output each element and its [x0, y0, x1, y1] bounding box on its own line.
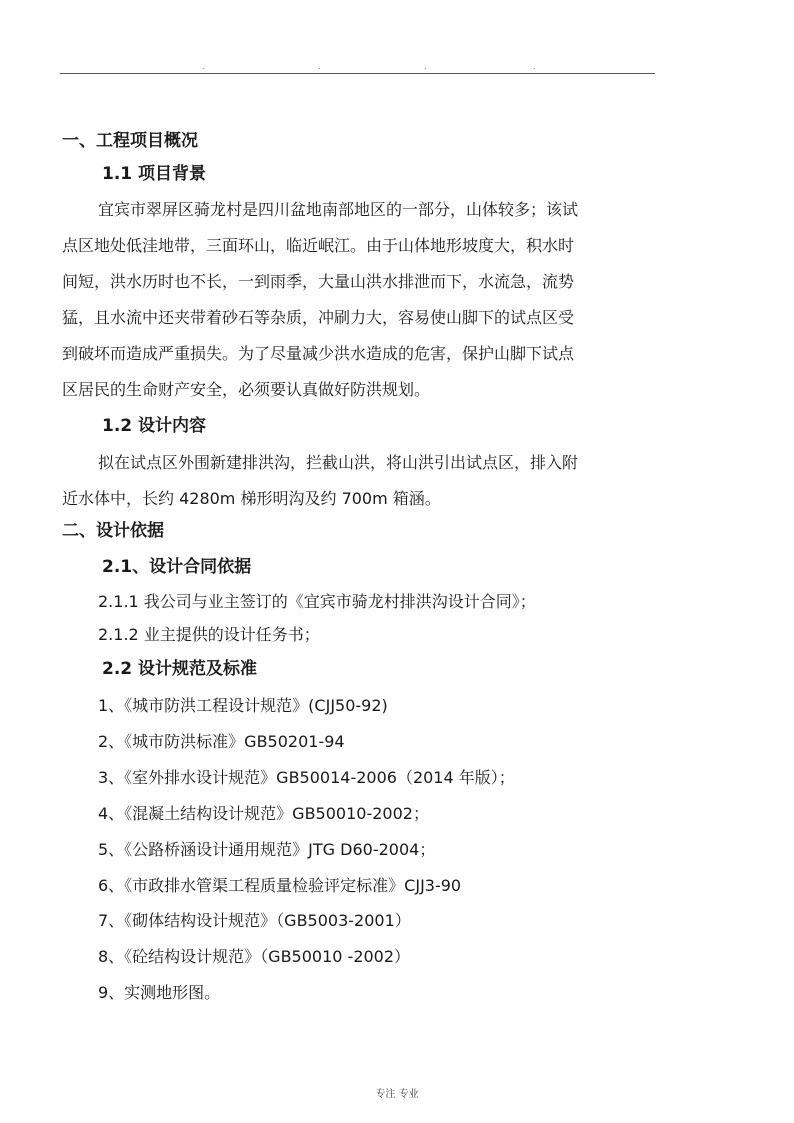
subsection-heading: 1.1 项目背景 — [102, 164, 207, 184]
header-dot: . — [424, 62, 427, 71]
section-heading: 二、设计依据 — [62, 521, 164, 541]
header-dot: . — [318, 62, 321, 71]
header-rule — [60, 73, 655, 74]
paragraph-line: 点区地处低洼地带，三面环山，临近岷江。由于山体地形坡度大，积水时 — [62, 236, 575, 255]
paragraph-line: 近水体中，长约 4280m 梯形明沟及约 700m 箱涵。 — [62, 489, 441, 508]
list-item: 8、《砼结构设计规范》（GB50010 -2002） — [98, 947, 411, 966]
paragraph-line: 间短，洪水历时也不长，一到雨季，大量山洪水排泄而下，水流急，流势 — [62, 272, 575, 291]
list-item: 2.1.1 我公司与业主签订的《宜宾市骑龙村排洪沟设计合同》； — [98, 592, 536, 611]
list-item: 9、实测地形图。 — [98, 983, 221, 1002]
header-dots — [60, 62, 655, 72]
paragraph-line: 猛，且水流中还夹带着砂石等杂质，冲刷力大，容易使山脚下的试点区受 — [62, 308, 575, 327]
list-item: 3、《室外排水设计规范》GB50014-2006（2014 年版）； — [98, 768, 515, 787]
list-item: 4、《混凝土结构设计规范》GB50010-2002； — [98, 804, 429, 823]
page-footer: 专注 专业 — [375, 1089, 419, 1100]
subsection-heading: 1.2 设计内容 — [102, 416, 207, 436]
subsection-heading: 2.2 设计规范及标准 — [102, 659, 258, 679]
section-heading: 一、工程项目概况 — [62, 131, 198, 151]
paragraph-line: 宜宾市翠屏区骑龙村是四川盆地南部地区的一部分，山体较多；该试 — [98, 200, 579, 219]
subsection-heading: 2.1、设计合同依据 — [102, 557, 252, 577]
list-item: 5、《公路桥涵设计通用规范》JTG D60-2004； — [98, 840, 436, 859]
list-item: 1、《城市防洪工程设计规范》(CJJ50-92) — [98, 696, 388, 715]
list-item: 7、《砌体结构设计规范》（GB5003-2001） — [98, 911, 411, 930]
header-dot: . — [533, 62, 536, 71]
paragraph-line: 到破坏而造成严重损失。为了尽量减少洪水造成的危害，保护山脚下试点 — [62, 344, 575, 363]
header-dot: . — [202, 62, 205, 71]
paragraph-line: 拟在试点区外围新建排洪沟，拦截山洪，将山洪引出试点区，排入附 — [98, 453, 579, 472]
paragraph-line: 区居民的生命财产安全，必须要认真做好防洪规划。 — [62, 380, 431, 399]
list-item: 2、《城市防洪标准》GB50201-94 — [98, 732, 345, 751]
list-item: 2.1.2 业主提供的设计任务书； — [98, 625, 320, 644]
list-item: 6、《市政排水管渠工程质量检验评定标准》CJJ3-90 — [98, 876, 462, 895]
